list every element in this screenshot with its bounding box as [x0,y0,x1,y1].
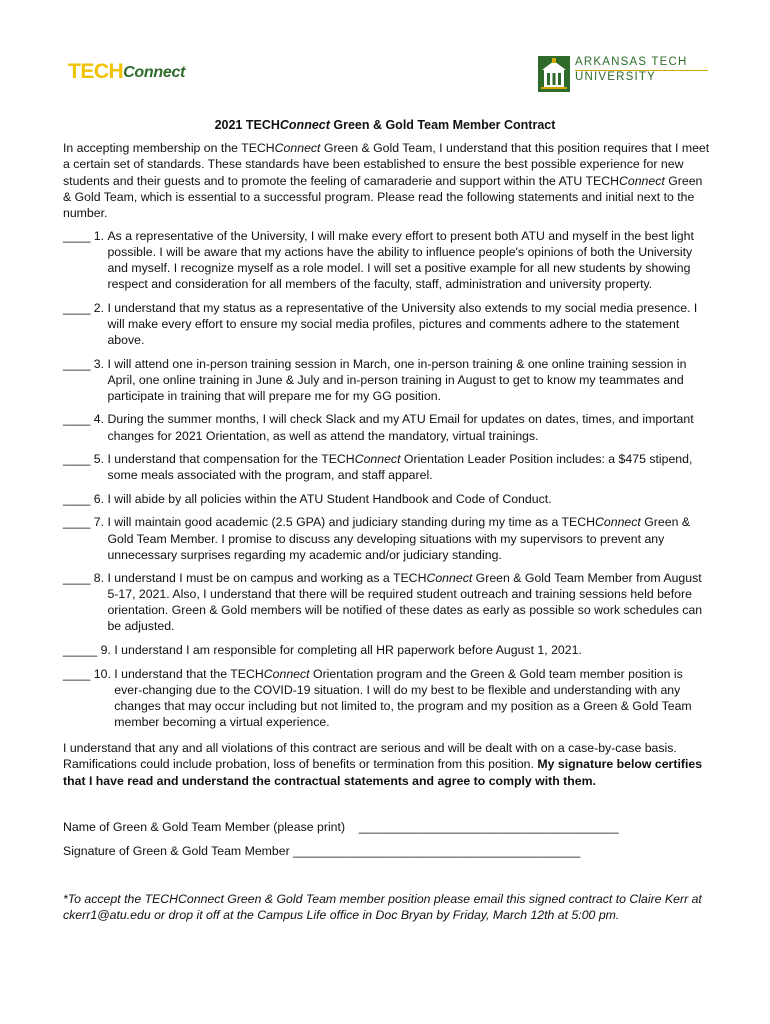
initial-blank[interactable]: ____ [63,666,94,681]
atu-building-icon [538,56,570,92]
signature-label: Signature of Green & Gold Team Member [63,844,290,858]
logo-tech-text: TECH [68,60,124,83]
statement-item-7 [63,514,713,562]
statement-text: I will maintain good academic (2.5 GPA) and judiciary standing during my time as a TECHConnect Green & Gold Team Member. I promise to discuss any developing situations with my supervisors to prevent any unnecessary surprises regarding my academic and/or judiciary standing. [107,515,691,562]
certification-statement: My signature below certifies that I have read and understand the contractual statements and agree to comply with them. [63,757,703,788]
name-field[interactable]: ______________________________________ [345,820,619,834]
statement-item-10 [63,666,713,730]
statement-text: I understand that compensation for the TECHConnect Orientation Leader Position includes: a $475 stipend, some meals associated with the program, and staff apparel. [107,452,693,483]
logo-connect-text: Connect [123,64,186,81]
statement-number: 1. [93,229,108,243]
statement-number: 3. [93,356,108,371]
statement-text: During the summer months, I will check Slack and my ATU Email for updates on dates, times, and important changes for 2021 Orientation, as well as attend the mandatory, virtual trainings. [107,412,694,443]
signature-line [63,843,580,859]
atu-name-line2: UNIVERSITY [575,71,657,83]
intro-paragraph: In accepting membership on the TECHConnect Green & Gold Team, I understand that this position requires that I meet a certain set of standards. These standards have been established to ensure the best possible experience for new students and their guests and to promote the feeling of camaraderie and support within the ATU TECHConnect Green & Gold Team, which is essential to a successful program. Please read the following statements and initial next to the number. [63,141,710,221]
initial-blank[interactable]: ____ [63,571,94,586]
statement-number: 2. [93,300,108,315]
footnote: *To accept the TECHConnect Green & Gold Team member position please email this signed contract to Claire Kerr at ckerr1@atu.edu or drop it off at the Campus Life office in Doc Bryan by Friday, March 12th at 5:00 pm. [63,892,702,923]
statement-number: 6. [93,491,108,506]
techconnect-logo [68,60,185,82]
initial-blank[interactable]: ____ [63,452,94,467]
name-label: Name of Green & Gold Team Member (please print) [63,820,346,834]
initial-blank[interactable]: ____ [63,412,94,427]
initial-blank[interactable]: ____ [63,300,94,315]
statement-item-2 [63,300,713,348]
statement-list [63,228,713,738]
page-title: 2021 TECHConnect Green & Gold Team Member Contract [214,118,556,132]
statement-text: I understand that the TECHConnect Orientation program and the Green & Gold team member position is ever-changing due to the COVID-19 situation. I will do my best to be flexible and understanding with any changes that may occur including but not limited to, the program and my position as a Green & Gold Team member becoming a virtual experience. [114,666,692,729]
initial-blank[interactable]: ____ [63,515,94,530]
statement-number: 4. [93,412,108,427]
signature-field[interactable]: __________________________________________ [289,844,581,858]
statement-item-9 [63,642,713,658]
atu-name-line1: ARKANSAS TECH [575,56,688,68]
statement-text: I understand that my status as a representative of the University also extends to my social media presence. I will make every effort to ensure my social media profiles, pictures and comments adhere to the statement above. [107,300,698,348]
statement-number: 9. [100,643,115,658]
initial-blank[interactable]: ____ [63,229,94,243]
statement-text: As a representative of the University, I will make every effort to present both ATU and myself in the best light possible. I will be aware that my actions have the ability to influence people's opinions of both the University and myself. I recognize myself as a role model. I will set a positive example for all new students by showing respect and consideration for all members of the faculty, staff, administration and university property. [107,229,694,292]
statement-number: 7. [93,515,108,530]
name-line [63,819,619,835]
statement-item-6 [63,491,713,507]
closing-paragraph: I understand that any and all violations of this contract are serious and will be dealt with on a case-by-case basis. Ramifications could include probation, loss of benefits or termination from this position. My signature below certifies that I have read and understand the contractual statements and agree to comply with them. [63,741,703,788]
initial-blank[interactable]: _____ [63,643,101,658]
statement-number: 8. [93,571,108,586]
statement-text: I understand I am responsible for completing all HR paperwork before August 1, 2021. [114,643,582,658]
atu-logo [538,56,713,92]
statement-item-3 [63,356,713,404]
initial-blank[interactable]: ____ [63,491,94,506]
statement-text: I understand I must be on campus and working as a TECHConnect Green & Gold Team Member from August 5-17, 2021. Also, I understand that there will be required student outreach and training sessions held before orientation. Green & Gold members will be notified of these dates as early as possible so work schedules can be adjusted. [107,571,703,634]
statement-item-5 [63,451,713,483]
statement-item-1 [63,228,713,292]
statement-item-8 [63,570,713,634]
statement-text: I will attend one in-person training session in March, one in-person training & one online training session in April, one online training in June & July and in-person training in August to get to know my teammates and participate in training that will prepare me for my GG position. [107,356,687,403]
initial-blank[interactable]: ____ [63,356,94,371]
statement-item-4 [63,411,713,443]
statement-number: 5. [93,452,108,467]
statement-number: 10. [93,666,115,681]
statement-text: I will abide by all policies within the ATU Student Handbook and Code of Conduct. [107,491,552,506]
